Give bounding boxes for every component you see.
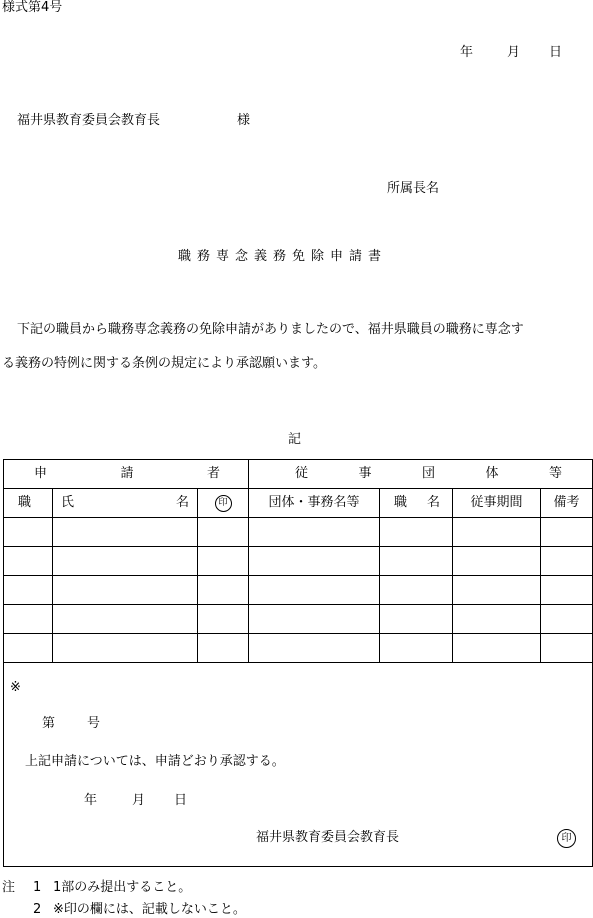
col-header-org: 団体・事務名等 — [249, 489, 380, 518]
table-cell[interactable] — [198, 605, 249, 634]
col-header-remarks: 備考 — [541, 489, 593, 518]
group-applicant-char: 請 — [120, 466, 134, 481]
table-cell[interactable] — [198, 518, 249, 547]
table-row — [4, 518, 593, 547]
col-header-name-char: 氏 — [61, 495, 75, 510]
approval-signer: 福井県教育委員会教育長 — [256, 830, 400, 845]
col-header-period: 従事期間 — [453, 489, 541, 518]
col-header-name — [53, 489, 198, 518]
table-cell[interactable] — [53, 605, 198, 634]
col-header-position-char: 職 — [394, 495, 408, 510]
col-header-shoku — [4, 489, 53, 518]
group-engagement-header — [249, 460, 593, 489]
table-row — [4, 547, 593, 576]
col-header-position-char: 名 — [427, 495, 441, 510]
note-number: 2 — [33, 902, 42, 917]
approval-statement: 上記申請については、申請どおり承認する。 — [25, 754, 285, 769]
approval-number-prefix: 第 — [42, 716, 56, 731]
note-text: 1部のみ提出すること。 — [53, 880, 192, 895]
group-applicant-header — [4, 460, 249, 489]
group-applicant-char: 申 — [34, 466, 48, 481]
col-header-seal — [198, 489, 249, 518]
table-cell[interactable] — [541, 518, 593, 547]
table-cell[interactable] — [198, 576, 249, 605]
table-cell[interactable] — [4, 605, 53, 634]
group-engagement-char: 従 — [295, 466, 309, 481]
group-engagement-char: 等 — [549, 466, 563, 481]
table-row — [4, 605, 593, 634]
approval-mark: ※ — [10, 680, 21, 695]
note-number: 1 — [33, 880, 42, 895]
table-cell[interactable] — [53, 518, 198, 547]
date-day: 日 — [549, 45, 563, 60]
table-cell[interactable] — [249, 605, 380, 634]
table-cell[interactable] — [249, 518, 380, 547]
table-cell[interactable] — [4, 547, 53, 576]
ki-heading: 記 — [288, 432, 302, 447]
note-text: ※印の欄には、記載しないこと。 — [53, 902, 246, 917]
table-cell[interactable] — [380, 547, 453, 576]
group-engagement-char: 事 — [358, 466, 372, 481]
approval-date-day: 日 — [174, 793, 188, 808]
table-cell[interactable] — [4, 576, 53, 605]
approval-number-suffix: 号 — [87, 716, 101, 731]
form-number: 様式第4号 — [2, 0, 63, 15]
body-text-line-2: る義務の特例に関する条例の規定により承認願います。 — [2, 356, 326, 371]
table-cell[interactable] — [380, 576, 453, 605]
table-cell[interactable] — [541, 605, 593, 634]
table-cell[interactable] — [380, 518, 453, 547]
addressee: 福井県教育委員会教育長 — [17, 113, 161, 128]
table-cell[interactable] — [249, 576, 380, 605]
table-cell[interactable] — [453, 547, 541, 576]
table-cell[interactable] — [53, 576, 198, 605]
seal-icon: 印 — [215, 495, 232, 512]
approval-date-year: 年 — [84, 793, 98, 808]
seal-icon: 印 — [557, 829, 576, 848]
table-cell[interactable] — [380, 605, 453, 634]
addressee-suffix: 様 — [237, 113, 251, 128]
group-engagement-char: 体 — [485, 466, 499, 481]
applicant-table — [3, 459, 593, 663]
table-cell[interactable] — [453, 576, 541, 605]
table-cell[interactable] — [541, 576, 593, 605]
sender-name-label: 所属長名 — [387, 181, 440, 196]
group-applicant-char: 者 — [207, 466, 221, 481]
table-cell[interactable] — [453, 605, 541, 634]
document-title: 職務専念義務免除申請書 — [178, 249, 388, 264]
table-column-header-row — [4, 489, 593, 518]
col-header-name-char: 名 — [175, 495, 189, 510]
table-cell[interactable] — [4, 518, 53, 547]
col-header-shoku-label: 職 — [18, 495, 32, 510]
notes-label: 注 — [2, 880, 16, 895]
table-cell[interactable] — [198, 547, 249, 576]
table-cell[interactable] — [541, 547, 593, 576]
body-text-line-1: 下記の職員から職務専念義務の免除申請がありましたので、福井県職員の職務に専念す — [17, 322, 524, 337]
table-cell[interactable] — [453, 518, 541, 547]
date-year: 年 — [460, 45, 474, 60]
col-header-position — [380, 489, 453, 518]
table-cell[interactable] — [249, 547, 380, 576]
table-cell[interactable] — [53, 547, 198, 576]
date-month: 月 — [507, 45, 521, 60]
table-row — [4, 576, 593, 605]
group-engagement-char: 団 — [422, 466, 436, 481]
table-group-header-row — [4, 460, 593, 489]
approval-box — [3, 658, 593, 867]
approval-date-month: 月 — [132, 793, 146, 808]
